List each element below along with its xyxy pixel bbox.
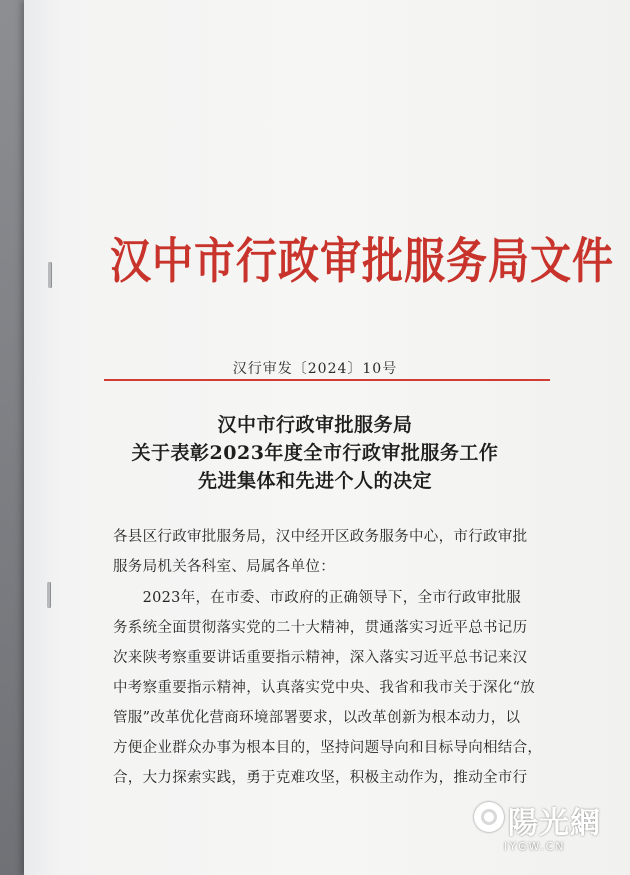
document-header-title: 汉中市行政审批服务局文件 bbox=[110, 232, 614, 290]
watermark-brand: 陽光網 bbox=[508, 806, 601, 841]
red-divider-line bbox=[104, 379, 550, 381]
staple-top bbox=[48, 262, 51, 288]
body-line-1: 各县区行政审批服务局，汉中经开区政务服务中心，市行政审批 bbox=[113, 529, 528, 545]
body-line-4: 务系统全面贯彻落实党的二十大精神，贯通落实习近平总书记历 bbox=[113, 620, 528, 636]
sun-logo-icon bbox=[474, 802, 504, 832]
body-line-3: 2023年，在市委、市政府的正确领导下，全市行政审批服 bbox=[113, 590, 522, 606]
body-line-6: 中考察重要指示精神，认真落实党中央、我省和我市关于深化“放 bbox=[113, 680, 536, 696]
decision-title-line-2: 关于表彰2023年度全市行政审批服务工作 bbox=[131, 442, 499, 464]
decision-title-line-1: 汉中市行政审批服务局 bbox=[217, 414, 413, 436]
body-line-7: 管服”改革优化营商环境部署要求，以改革创新为根本动力，以 bbox=[113, 710, 521, 726]
site-watermark bbox=[474, 800, 614, 862]
body-line-8: 方便企业群众办事为根本目的，坚持问题导向和目标导向相结合， bbox=[113, 740, 543, 756]
body-line-9: 合，大力探索实践，勇于克难攻坚，积极主动作为，推动全市行 bbox=[113, 770, 528, 786]
watermark-url: IYGW.CN bbox=[504, 840, 566, 853]
body-line-2: 服务局机关各科室、局属各单位： bbox=[113, 559, 335, 575]
body-line-5: 次来陕考察重要讲话重要指示精神，深入落实习近平总书记来汉 bbox=[113, 650, 528, 666]
decision-title-line-3: 先进集体和先进个人的决定 bbox=[197, 470, 432, 492]
document-number: 汉行审发〔2024〕10号 bbox=[232, 361, 398, 377]
staple-bottom bbox=[47, 582, 50, 608]
